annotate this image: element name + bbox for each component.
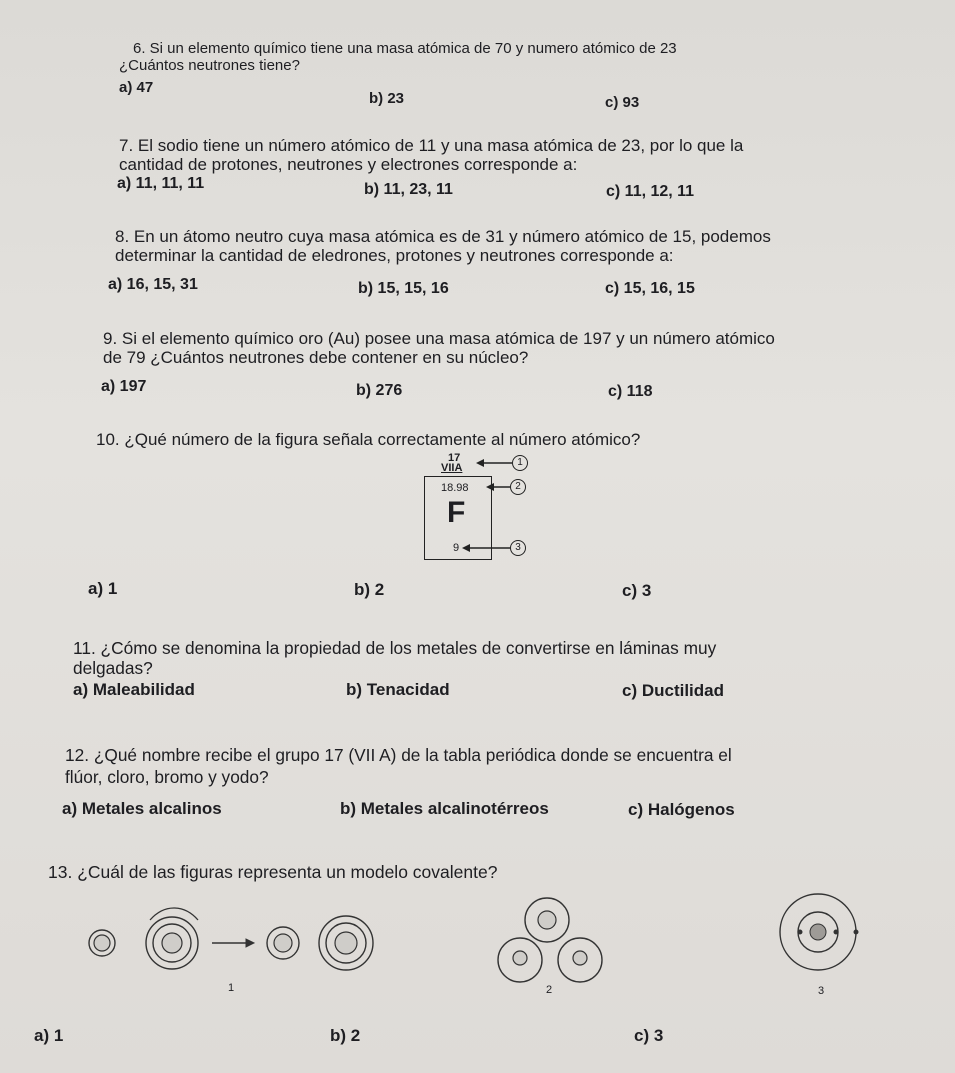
q7-text-line1: 7. El sodio tiene un número atómico de 11 y una masa atómica de 23, por lo que la xyxy=(119,136,744,155)
q13-figure-label-1: 1 xyxy=(228,982,235,994)
q12-option-a[interactable]: a) Metales alcalinos xyxy=(62,799,222,818)
q7-option-a[interactable]: a) 11, 11, 11 xyxy=(117,175,205,192)
q12-option-c[interactable]: c) Halógenos xyxy=(628,800,735,819)
figure-marker-2: 2 xyxy=(510,479,526,495)
q6-text-line2: ¿Cuántos neutrones tiene? xyxy=(119,57,300,74)
q9-option-b[interactable]: b) 276 xyxy=(356,382,403,399)
q11-option-b[interactable]: b) Tenacidad xyxy=(346,680,450,699)
q13-option-b[interactable]: b) 2 xyxy=(330,1026,361,1045)
q10-option-b[interactable]: b) 2 xyxy=(354,580,385,599)
q11-text-line1: 11. ¿Cómo se denomina la propiedad de los metales de convertirse en láminas muy xyxy=(73,638,717,658)
figure-marker-1: 1 xyxy=(512,455,528,471)
q13-text-line1: 13. ¿Cuál de las figuras representa un modelo covalente? xyxy=(48,862,498,882)
q9-option-c[interactable]: c) 118 xyxy=(608,383,653,400)
q6-text-line1: 6. Si un elemento químico tiene una masa atómica de 70 y numero atómico de 23 xyxy=(133,40,677,57)
q8-text-line2: determinar la cantidad de eledrones, protones y neutrones corresponde a: xyxy=(115,246,674,265)
figure-2-covalent-model xyxy=(498,898,602,982)
q8-option-a[interactable]: a) 16, 15, 31 xyxy=(108,276,198,293)
q12-option-b[interactable]: b) Metales alcalinotérreos xyxy=(340,799,549,818)
q6-option-c[interactable]: c) 93 xyxy=(605,94,640,111)
q9-text-line1: 9. Si el elemento químico oro (Au) posee una masa atómica de 197 y un número atómico xyxy=(103,329,775,348)
q11-option-a[interactable]: a) Maleabilidad xyxy=(73,680,195,699)
figure-group-name: VIIA xyxy=(441,462,463,474)
q13-option-a[interactable]: a) 1 xyxy=(34,1026,64,1045)
q11-option-c[interactable]: c) Ductilidad xyxy=(622,681,725,700)
figure-marker-3: 3 xyxy=(510,540,526,556)
q10-option-a[interactable]: a) 1 xyxy=(88,579,118,598)
q10-text-line1: 10. ¿Qué número de la figura señala correctamente al número atómico? xyxy=(96,430,641,449)
q7-option-c[interactable]: c) 11, 12, 11 xyxy=(606,183,695,200)
q12-text-line2: flúor, cloro, bromo y yodo? xyxy=(65,767,269,787)
q13-option-c[interactable]: c) 3 xyxy=(634,1026,664,1045)
q8-option-b[interactable]: b) 15, 15, 16 xyxy=(358,280,449,297)
q7-text-line2: cantidad de protones, neutrones y electrones corresponde a: xyxy=(119,155,578,174)
figure-3-atom-model xyxy=(780,894,858,970)
q8-option-c[interactable]: c) 15, 16, 15 xyxy=(605,280,695,297)
q13-figure-label-2: 2 xyxy=(546,984,553,996)
figure-1-ionic-model xyxy=(89,908,373,970)
figure-atomic-number: 9 xyxy=(453,542,460,554)
q8-text-line1: 8. En un átomo neutro cuya masa atómica es de 31 y número atómico de 15, podemos xyxy=(115,227,771,246)
figure-symbol: F xyxy=(447,496,466,529)
q6-option-b[interactable]: b) 23 xyxy=(369,90,405,107)
figure-group-number: 17 xyxy=(448,452,461,464)
figure-mass: 18.98 xyxy=(441,482,469,494)
q11-text-line2: delgadas? xyxy=(73,658,153,678)
q9-text-line2: de 79 ¿Cuántos neutrones debe contener en su núcleo? xyxy=(103,348,529,367)
q6-option-a[interactable]: a) 47 xyxy=(119,79,154,96)
q10-option-c[interactable]: c) 3 xyxy=(622,581,652,600)
q7-option-b[interactable]: b) 11, 23, 11 xyxy=(364,181,453,198)
q9-option-a[interactable]: a) 197 xyxy=(101,378,147,395)
q13-figure-label-3: 3 xyxy=(818,985,825,997)
q12-text-line1: 12. ¿Qué nombre recibe el grupo 17 (VII A) de la tabla periódica donde se encuentra el xyxy=(65,745,732,765)
